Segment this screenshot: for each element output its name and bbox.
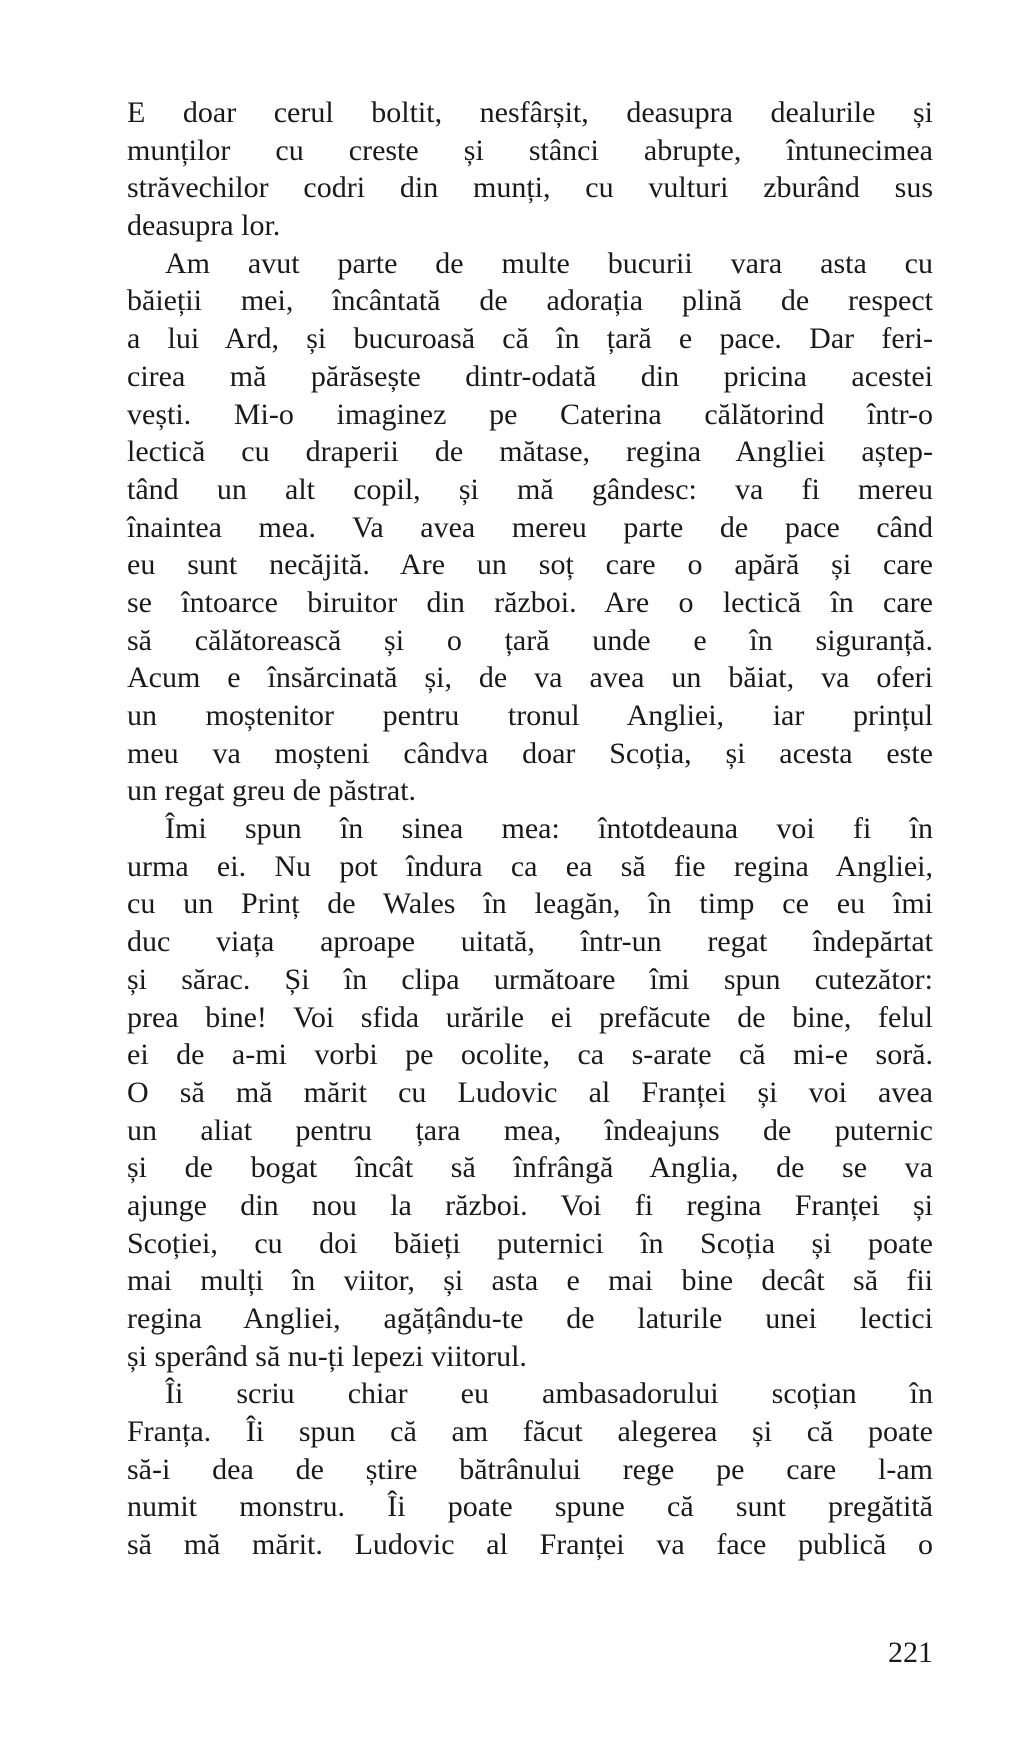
text-line: și de bogat încât să înfrângă Anglia, de se va: [127, 1151, 933, 1185]
text-line: eu sunt necăjită. Are un soț care o apără și care: [127, 548, 933, 582]
paragraph: [127, 810, 933, 1375]
text-line: mai mulți în viitor, și asta e mai bine decât să fii: [127, 1264, 933, 1298]
text-line: tând un alt copil, și mă gândesc: va fi mereu: [127, 472, 933, 506]
text-line: meu va moșteni cândva doar Scoția, și acesta este: [127, 736, 933, 770]
text-line: Acum e însărcinată și, de va avea un băiat, va oferi: [127, 661, 933, 695]
text-line: să călătorească și o țară unde e în siguranță.: [127, 623, 933, 657]
text-line: să mă mărit. Ludovic al Franței va face publică o: [127, 1528, 933, 1562]
text-line: înaintea mea. Va avea mereu parte de pace când: [127, 510, 933, 544]
text-line: regina Angliei, agățându-te de laturile unei lectici: [127, 1302, 933, 1335]
text-line: cu un Prinț de Wales în leagăn, în timp ce eu îmi: [127, 887, 933, 921]
paragraph: [127, 94, 933, 245]
text-line: duc viața aproape uitată, într-un regat îndepărtat: [127, 925, 933, 959]
text-line: străvechilor codri din munți, cu vulturi zburând sus: [127, 171, 933, 205]
text-line: urma ei. Nu pot îndura ca ea să fie regina Angliei,: [127, 849, 933, 883]
text-line: a lui Ard, și bucuroasă că în țară e pace. Dar feri-: [127, 322, 933, 356]
text-line: Scoției, cu doi băieți puternici în Scoția și poate: [127, 1226, 933, 1260]
text-line: Franța. Îi spun că am făcut alegerea și că poate: [127, 1415, 933, 1449]
text-line: se întoarce biruitor din război. Are o lectică în care: [127, 585, 933, 619]
text-line: Am avut parte de multe bucurii vara asta cu: [165, 246, 933, 280]
paragraph: [127, 245, 933, 810]
text-line: munților cu creste și stânci abrupte, întunecimea: [127, 133, 933, 167]
text-line: vești. Mi-o imaginez pe Caterina călătorind într-o: [127, 397, 933, 431]
text-line: un moștenitor pentru tronul Angliei, iar prințul: [127, 699, 933, 732]
text-line: E doar cerul boltit, nesfârșit, deasupra dealurile și: [127, 96, 933, 129]
text-line: lectică cu draperii de mătase, regina Angliei aștep-: [127, 435, 933, 469]
text-line: ei de a-mi vorbi pe ocolite, ca s-arate că mi-e soră.: [127, 1038, 933, 1072]
body-text: [127, 94, 933, 1564]
text-line: numit monstru. Îi poate spune că sunt pregătită: [127, 1490, 933, 1524]
text-line: Îi scriu chiar eu ambasadorului scoțian în: [165, 1377, 933, 1411]
paragraph: [127, 1375, 933, 1563]
text-line: un regat greu de păstrat.: [127, 774, 417, 808]
text-line: Îmi spun în sinea mea: întotdeauna voi fi în: [165, 812, 933, 846]
text-line: prea bine! Voi sfida urările ei prefăcute de bine, felul: [127, 1000, 933, 1034]
page-number: 221: [888, 1636, 933, 1669]
text-line: un aliat pentru țara mea, îndeajuns de puternic: [127, 1113, 933, 1147]
text-line: O să mă mărit cu Ludovic al Franței și voi avea: [127, 1075, 933, 1109]
text-line: și sperând să nu-ți lepezi viitorul.: [127, 1339, 527, 1373]
text-line: cirea mă părăsește dintr-odată din pricina acestei: [127, 359, 933, 393]
text-line: deasupra lor.: [127, 209, 281, 243]
text-line: și sărac. Și în clipa următoare îmi spun cutezător:: [127, 962, 933, 996]
text-line: ajunge din nou la război. Voi fi regina Franței și: [127, 1188, 933, 1222]
text-line: băieții mei, încântată de adorația plină de respect: [127, 284, 933, 318]
text-line: să-i dea de știre bătrânului rege pe care l-am: [127, 1452, 933, 1486]
